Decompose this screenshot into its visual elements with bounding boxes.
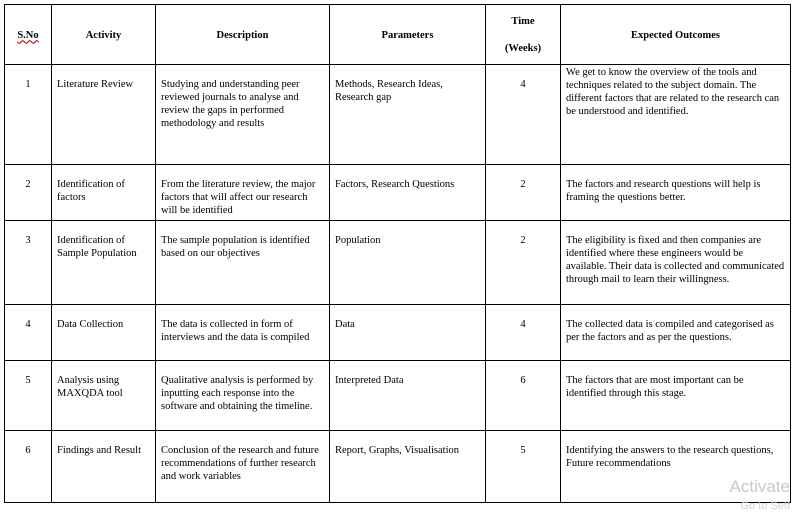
cell-activity: Identification of Sample Population [52, 221, 156, 305]
cell-description: The sample population is identified based on our objectives [156, 221, 330, 305]
header-activity: Activity [52, 5, 156, 65]
cell-parameters: Interpreted Data [330, 361, 486, 431]
cell-activity: Analysis using MAXQDA tool [52, 361, 156, 431]
cell-description: Studying and understanding peer reviewed journals to analyse and review the gaps in performed methodology and results [156, 65, 330, 165]
cell-time: 2 [486, 221, 561, 305]
cell-parameters: Methods, Research Ideas, Research gap [330, 65, 486, 165]
cell-sno: 5 [5, 361, 52, 431]
cell-activity: Identification of factors [52, 165, 156, 221]
activity-plan-table [4, 4, 791, 503]
cell-description: Qualitative analysis is performed by inputting each response into the software and obtaining the timeline. [156, 361, 330, 431]
cell-sno: 4 [5, 305, 52, 361]
header-sno: S.No [5, 5, 52, 65]
cell-parameters: Factors, Research Questions [330, 165, 486, 221]
cell-description: From the literature review, the major factors that will affect our research will be identified [156, 165, 330, 221]
header-time-unit: (Weeks) [504, 43, 542, 54]
table-row [5, 431, 791, 503]
table-row [5, 305, 791, 361]
cell-description: Conclusion of the research and future recommendations of further research and work variables [156, 431, 330, 503]
cell-sno: 3 [5, 221, 52, 305]
header-description: Description [156, 5, 330, 65]
header-outcomes: Expected Outcomes [561, 5, 791, 65]
table-row [5, 221, 791, 305]
cell-activity: Data Collection [52, 305, 156, 361]
cell-outcome: The factors and research questions will help is framing the questions better. [561, 165, 791, 221]
activate-windows-watermark-sub: Go to Sett [740, 500, 790, 512]
activate-windows-watermark: Activate [729, 477, 790, 496]
cell-activity: Literature Review [52, 65, 156, 165]
header-time [486, 5, 561, 65]
cell-outcome: Identifying the answers to the research questions, Future recommendations [561, 431, 791, 503]
cell-time: 2 [486, 165, 561, 221]
cell-outcome: The eligibility is fixed and then companies are identified where these engineers would be available. Their data is collected and communicated through mail to learn their willingness. [561, 221, 791, 305]
table-header-row [5, 5, 791, 65]
cell-parameters: Data [330, 305, 486, 361]
table-row [5, 165, 791, 221]
cell-time: 6 [486, 361, 561, 431]
cell-activity: Findings and Result [52, 431, 156, 503]
table-row [5, 361, 791, 431]
cell-outcome: The factors that are most important can be identified through this stage. [561, 361, 791, 431]
cell-sno: 2 [5, 165, 52, 221]
cell-parameters: Population [330, 221, 486, 305]
cell-time: 4 [486, 65, 561, 165]
cell-outcome: The collected data is compiled and categorised as per the factors and as per the questions. [561, 305, 791, 361]
cell-parameters: Report, Graphs, Visualisation [330, 431, 486, 503]
cell-sno: 1 [5, 65, 52, 165]
cell-time: 5 [486, 431, 561, 503]
cell-description: The data is collected in form of interviews and the data is compiled [156, 305, 330, 361]
header-time-label: Time [511, 16, 535, 27]
cell-outcome: We get to know the overview of the tools and techniques related to the subject domain. The different factors that are related to the research can be understood and identified. [561, 65, 791, 165]
cell-time: 4 [486, 305, 561, 361]
table-row [5, 65, 791, 165]
cell-sno: 6 [5, 431, 52, 503]
header-parameters: Parameters [330, 5, 486, 65]
